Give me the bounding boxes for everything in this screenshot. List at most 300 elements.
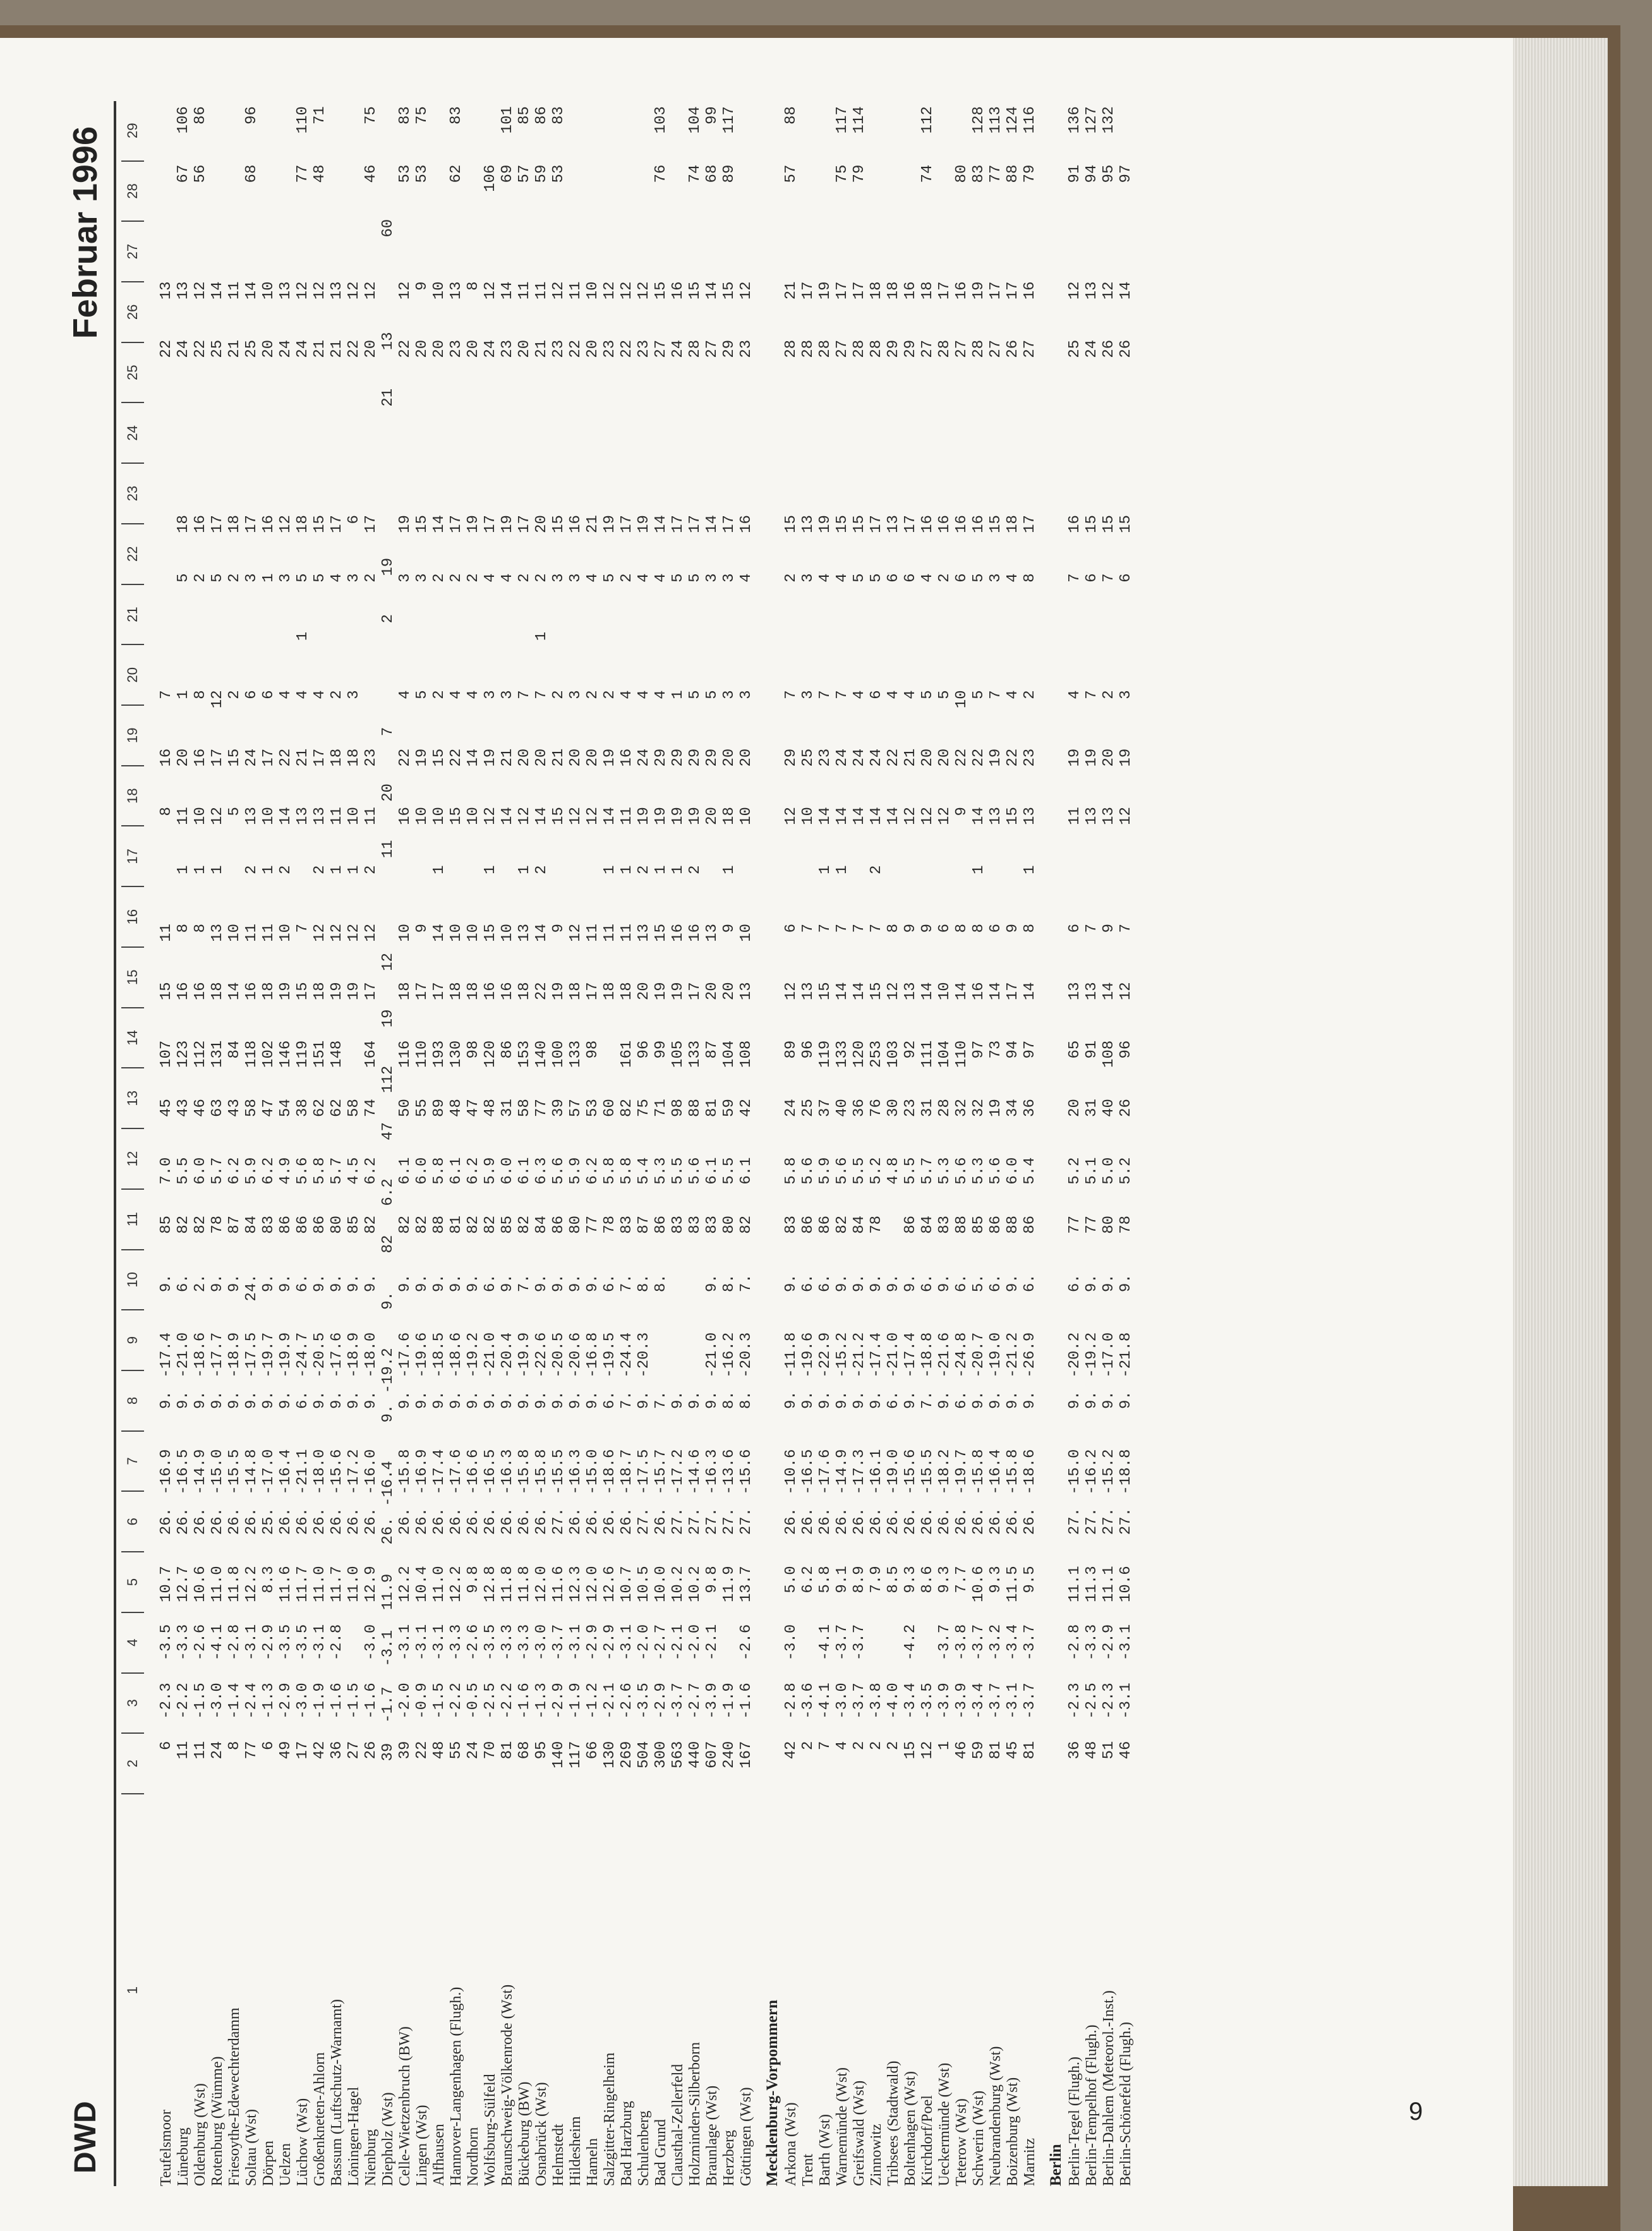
table-cell xyxy=(1100,861,1118,919)
table-cell: -19.7 xyxy=(260,1332,277,1378)
table-cell: 2 xyxy=(277,865,294,874)
table-cell: 17 xyxy=(243,515,260,533)
table-cell: 26. xyxy=(601,1507,618,1535)
table-cell: 13 xyxy=(380,332,397,351)
table-cell: 46 xyxy=(363,164,380,183)
table-cell: 3 xyxy=(346,573,363,583)
table-cell: 6.2 xyxy=(800,1566,817,1593)
table-cell: 12 xyxy=(1118,982,1135,1001)
table-cell xyxy=(636,393,653,451)
table-cell: 18 xyxy=(601,982,618,1001)
table-cell: 1 xyxy=(936,1741,953,1750)
table-cell xyxy=(380,496,397,552)
table-cell: -13.6 xyxy=(721,1449,738,1495)
table-cell: -3.5 xyxy=(636,1683,653,1719)
table-cell: 10 xyxy=(465,923,482,942)
table-cell: 8. xyxy=(636,1274,653,1293)
table-cell: -3.1 xyxy=(311,1624,329,1661)
table-cell: 17 xyxy=(721,515,738,533)
table-cell: 6. xyxy=(885,1391,902,1409)
table-cell xyxy=(1004,627,1022,685)
table-cell xyxy=(987,627,1004,685)
table-cell xyxy=(294,861,311,919)
table-cell: 12 xyxy=(601,281,618,300)
table-cell: 17 xyxy=(516,515,533,533)
table-cell: 4 xyxy=(397,690,414,699)
table-cell: 57 xyxy=(783,164,800,183)
table-cell: 58 xyxy=(516,1099,533,1117)
table-cell: 24 xyxy=(670,339,687,358)
table-cell xyxy=(721,452,738,510)
table-cell: 11.7 xyxy=(329,1566,346,1602)
table-cell: 26. xyxy=(329,1507,346,1535)
table-cell: -15.6 xyxy=(329,1449,346,1495)
table-cell: 5.6 xyxy=(953,1157,970,1185)
table-cell: 17 xyxy=(687,515,704,533)
table-cell: 9. xyxy=(1004,1391,1022,1409)
table-cell: -1.6 xyxy=(329,1683,346,1719)
table-cell: 5 xyxy=(687,690,704,699)
table-cell: 27. xyxy=(721,1507,738,1535)
table-cell: -16.2 xyxy=(721,1332,738,1378)
table-cell: 1 xyxy=(834,865,851,874)
table-cell xyxy=(953,218,970,276)
table-cell xyxy=(260,160,277,218)
table-cell: 15 xyxy=(1100,515,1118,533)
table-cell: -3.0 xyxy=(834,1683,851,1719)
table-cell: 26 xyxy=(1118,339,1135,358)
table-cell: -1.2 xyxy=(584,1683,601,1719)
table-cell: 39 xyxy=(380,1743,397,1762)
table-cell: 80 xyxy=(721,1215,738,1234)
table-cell: 15 xyxy=(783,515,800,533)
table-row xyxy=(209,101,226,2186)
table-cell xyxy=(329,393,346,451)
table-cell: 17 xyxy=(687,982,704,1001)
table-cell xyxy=(687,627,704,685)
table-cell xyxy=(1004,393,1022,451)
table-cell xyxy=(851,218,868,276)
station-name: Kirchdorf/Poel xyxy=(919,2095,936,2186)
table-cell: 18 xyxy=(294,515,311,533)
table-cell: 15 xyxy=(834,515,851,533)
table-cell: 25 xyxy=(800,1099,817,1117)
table-cell: 19 xyxy=(636,515,653,533)
table-cell: 28 xyxy=(868,339,885,358)
table-cell xyxy=(738,627,755,685)
table-cell: 3 xyxy=(414,573,431,583)
table-cell: 11 xyxy=(584,923,601,942)
table-cell: 8. xyxy=(738,1391,755,1409)
table-cell: 3 xyxy=(567,690,584,699)
table-cell: 12 xyxy=(329,923,346,942)
table-cell xyxy=(584,101,601,159)
table-cell: 10 xyxy=(465,807,482,825)
column-number: 26 xyxy=(121,281,144,342)
table-cell: 68 xyxy=(243,164,260,183)
table-cell xyxy=(834,627,851,685)
column-number: 22 xyxy=(121,523,144,584)
table-cell: 12 xyxy=(363,281,380,300)
table-cell: 77 xyxy=(533,1099,550,1117)
table-row xyxy=(431,101,448,2186)
table-cell: 26. xyxy=(970,1507,987,1535)
column-number: 25 xyxy=(121,342,144,402)
table-cell: 22 xyxy=(346,339,363,358)
table-cell: -3.0 xyxy=(363,1624,380,1661)
table-cell: 56 xyxy=(192,164,209,183)
table-cell: 75 xyxy=(363,106,380,125)
table-cell xyxy=(311,218,329,276)
table-cell: 10 xyxy=(448,923,465,942)
table-cell: 17 xyxy=(851,281,868,300)
table-row xyxy=(482,101,499,2186)
table-cell: 5.9 xyxy=(817,1157,834,1185)
column-number: 4 xyxy=(121,1612,144,1672)
table-cell: 2 xyxy=(533,865,550,874)
table-cell: 1 xyxy=(516,865,533,874)
table-cell: -19.2 xyxy=(465,1332,482,1378)
table-cell xyxy=(618,218,636,276)
table-cell: -20.3 xyxy=(636,1332,653,1378)
table-cell: 87 xyxy=(226,1215,243,1234)
table-cell: 26. xyxy=(800,1507,817,1535)
table-cell: 9. xyxy=(584,1274,601,1293)
table-cell: 5 xyxy=(970,573,987,583)
table-cell: 103 xyxy=(885,1040,902,1068)
station-name: Boltenhagen (Wst) xyxy=(902,2071,919,2186)
table-cell xyxy=(346,160,363,218)
table-cell xyxy=(431,627,448,685)
table-cell: 83 xyxy=(936,1215,953,1234)
table-cell xyxy=(533,393,550,451)
table-cell: 9. xyxy=(970,1391,987,1409)
table-cell: -15.6 xyxy=(738,1449,755,1495)
table-cell: 82 xyxy=(175,1215,192,1234)
table-cell: 83 xyxy=(550,106,567,125)
table-cell: 140 xyxy=(550,1741,567,1768)
table-cell: 9. xyxy=(277,1391,294,1409)
table-cell: 9 xyxy=(919,923,936,933)
table-cell: 9.8 xyxy=(704,1566,721,1593)
table-cell: 27. xyxy=(687,1507,704,1535)
table-cell: -17.4 xyxy=(902,1332,919,1378)
table-cell xyxy=(970,218,987,276)
table-cell: 13 xyxy=(329,281,346,300)
table-cell xyxy=(953,861,970,919)
table-cell xyxy=(800,1619,817,1678)
table-cell: 12 xyxy=(277,515,294,533)
table-cell xyxy=(380,892,397,948)
table-cell: 17 xyxy=(1004,982,1022,1001)
table-cell: 14 xyxy=(953,982,970,1001)
table-cell: 86 xyxy=(277,1215,294,1234)
table-cell: 15 xyxy=(1083,515,1100,533)
table-cell xyxy=(448,627,465,685)
table-cell: 16 xyxy=(192,515,209,533)
table-cell: 18 xyxy=(1004,515,1022,533)
table-cell: 77 xyxy=(243,1741,260,1760)
table-cell: -1.4 xyxy=(226,1683,243,1719)
table-cell: 12 xyxy=(584,807,601,825)
table-cell: 27. xyxy=(636,1507,653,1535)
table-cell: 133 xyxy=(687,1040,704,1068)
table-cell: 85 xyxy=(346,1215,363,1234)
table-cell xyxy=(636,160,653,218)
table-cell: -20.5 xyxy=(311,1332,329,1378)
table-cell: 54 xyxy=(277,1099,294,1117)
table-cell: 17 xyxy=(363,982,380,1001)
table-cell: 23 xyxy=(448,339,465,358)
table-cell: 19 xyxy=(653,982,670,1001)
table-cell: 13 xyxy=(1022,807,1039,825)
table-cell: 22 xyxy=(397,748,414,767)
table-cell: 6 xyxy=(783,923,800,933)
table-cell: -21.0 xyxy=(885,1332,902,1378)
table-cell: 18 xyxy=(721,807,738,825)
table-cell: 15 xyxy=(311,515,329,533)
table-cell xyxy=(834,452,851,510)
table-cell: 20 xyxy=(516,339,533,358)
table-cell: 16 xyxy=(953,515,970,533)
table-cell: 20 xyxy=(533,515,550,533)
table-cell xyxy=(885,218,902,276)
table-cell xyxy=(670,627,687,685)
table-cell: 11.8 xyxy=(499,1566,516,1602)
table-cell xyxy=(346,1619,363,1678)
table-cell: 124 xyxy=(1004,106,1022,134)
table-cell: -0.9 xyxy=(414,1683,431,1719)
table-cell: 6.0 xyxy=(192,1157,209,1185)
table-cell: -3.9 xyxy=(953,1683,970,1719)
table-cell xyxy=(868,452,885,510)
table-cell: 14 xyxy=(704,515,721,533)
table-cell xyxy=(209,452,226,510)
table-cell: 95 xyxy=(1100,164,1118,183)
table-cell: -3.1 xyxy=(567,1624,584,1661)
table-cell: 84 xyxy=(243,1215,260,1234)
table-cell: 53 xyxy=(550,164,567,183)
table-cell: 16 xyxy=(936,515,953,533)
table-cell: 7 xyxy=(834,690,851,699)
table-cell: -3.0 xyxy=(209,1683,226,1719)
table-cell: -17.6 xyxy=(329,1332,346,1378)
table-cell xyxy=(783,627,800,685)
table-cell: 17 xyxy=(834,281,851,300)
table-cell: 7 xyxy=(817,923,834,933)
table-cell: 9. xyxy=(431,1391,448,1409)
table-cell xyxy=(601,218,618,276)
table-cell: -18.2 xyxy=(936,1449,953,1495)
table-cell: 5.6 xyxy=(550,1157,567,1185)
table-cell: 16 xyxy=(738,515,755,533)
table-cell: 9. xyxy=(1004,1274,1022,1293)
station-name: Braunlage (Wst) xyxy=(704,2085,720,2186)
table-cell: -18.6 xyxy=(192,1332,209,1378)
table-cell: 146 xyxy=(277,1040,294,1068)
table-cell: 12.2 xyxy=(397,1566,414,1602)
table-cell xyxy=(868,218,885,276)
table-cell: -22.9 xyxy=(817,1332,834,1378)
table-cell: -15.8 xyxy=(970,1449,987,1495)
table-cell: 83 xyxy=(783,1215,800,1234)
table-cell: 25 xyxy=(243,339,260,358)
table-cell: 7 xyxy=(868,923,885,933)
table-cell: 55 xyxy=(414,1099,431,1117)
table-cell: 26. xyxy=(567,1507,584,1535)
table-cell xyxy=(919,218,936,276)
table-cell: 4 xyxy=(636,573,653,583)
table-cell: 22 xyxy=(448,748,465,767)
table-cell: 17 xyxy=(311,748,329,767)
table-cell: 14 xyxy=(885,807,902,825)
table-cell: 9. xyxy=(226,1391,243,1409)
table-cell: 29 xyxy=(670,748,687,767)
station-name: Osnabrück (Wst) xyxy=(533,2082,550,2186)
table-cell: -3.8 xyxy=(868,1683,885,1719)
table-cell: 22 xyxy=(414,1741,431,1760)
table-cell: 11.0 xyxy=(346,1566,363,1602)
table-cell: 84 xyxy=(226,1040,243,1059)
table-cell: 10.4 xyxy=(414,1566,431,1602)
table-cell: 16 xyxy=(260,515,277,533)
table-cell: 11 xyxy=(363,807,380,825)
table-cell: 17 xyxy=(670,515,687,533)
table-cell: -3.3 xyxy=(499,1624,516,1661)
table-cell: 22 xyxy=(192,339,209,358)
table-cell: 9. xyxy=(1022,1391,1039,1409)
table-cell: 81 xyxy=(448,1215,465,1234)
table-cell: 58 xyxy=(346,1099,363,1117)
table-cell: 104 xyxy=(936,1040,953,1068)
table-cell: -18.6 xyxy=(448,1332,465,1378)
table-cell: 6.2 xyxy=(260,1157,277,1185)
table-cell: 9. xyxy=(584,1391,601,1409)
table-cell: 5 xyxy=(936,690,953,699)
table-cell: 9. xyxy=(448,1274,465,1293)
table-row xyxy=(294,101,311,2186)
table-cell: 7.7 xyxy=(953,1566,970,1593)
table-cell: 11 xyxy=(158,923,175,942)
table-cell: 9. xyxy=(1100,1391,1118,1409)
table-cell: -2.8 xyxy=(783,1683,800,1719)
table-cell xyxy=(868,393,885,451)
table-cell: -1.3 xyxy=(533,1683,550,1719)
table-cell: -17.6 xyxy=(448,1449,465,1495)
table-cell: 8 xyxy=(953,923,970,933)
table-cell: -3.0 xyxy=(783,1624,800,1661)
table-cell: -2.6 xyxy=(465,1624,482,1661)
table-row xyxy=(670,101,687,2186)
table-cell: 13 xyxy=(294,807,311,825)
table-cell xyxy=(885,452,902,510)
table-cell: -17.2 xyxy=(670,1449,687,1495)
table-cell xyxy=(970,452,987,510)
table-cell: 5.5 xyxy=(851,1157,868,1185)
table-cell: 26. xyxy=(584,1507,601,1535)
table-cell: 9. xyxy=(868,1274,885,1293)
table-cell: 86 xyxy=(499,1040,516,1059)
table-cell xyxy=(158,627,175,685)
table-cell: 14 xyxy=(970,807,987,825)
table-cell xyxy=(209,393,226,451)
table-cell: 18 xyxy=(465,982,482,1001)
table-cell: 65 xyxy=(1066,1040,1083,1059)
table-cell: 5 xyxy=(868,573,885,583)
table-cell xyxy=(1022,393,1039,451)
table-cell xyxy=(670,1269,687,1327)
table-cell: -2.5 xyxy=(482,1683,499,1719)
table-cell: 21 xyxy=(550,748,567,767)
table-cell xyxy=(431,393,448,451)
table-cell: 5.5 xyxy=(902,1157,919,1185)
station-name: Bad Harzburg xyxy=(618,2101,635,2186)
table-cell xyxy=(738,101,755,159)
table-cell: 12.2 xyxy=(448,1566,465,1602)
table-cell: 36 xyxy=(1022,1099,1039,1117)
table-cell xyxy=(260,627,277,685)
table-cell xyxy=(311,452,329,510)
table-cell xyxy=(516,393,533,451)
table-cell xyxy=(209,160,226,218)
table-cell xyxy=(1100,393,1118,451)
table-cell xyxy=(550,393,567,451)
table-cell: -20.3 xyxy=(738,1332,755,1378)
table-cell xyxy=(1066,861,1083,919)
table-cell: 1 xyxy=(175,865,192,874)
table-cell: 15 xyxy=(226,748,243,767)
table-cell: -18.8 xyxy=(1118,1449,1135,1495)
table-cell: 7 xyxy=(380,727,397,737)
table-cell: 29 xyxy=(704,748,721,767)
table-cell: 6 xyxy=(1083,573,1100,583)
table-cell: 20 xyxy=(584,339,601,358)
table-cell: 59 xyxy=(721,1099,738,1117)
table-cell: 2 xyxy=(380,614,397,624)
table-cell xyxy=(902,452,919,510)
table-cell xyxy=(704,393,721,451)
table-cell xyxy=(346,452,363,510)
table-cell: 10 xyxy=(800,807,817,825)
table-cell xyxy=(704,861,721,919)
table-cell: 4 xyxy=(499,573,516,583)
table-cell xyxy=(1066,452,1083,510)
table-cell: -2.8 xyxy=(226,1624,243,1661)
table-cell xyxy=(1083,218,1100,276)
table-cell: 36 xyxy=(851,1099,868,1117)
table-cell: 26. xyxy=(346,1507,363,1535)
table-cell: 26. xyxy=(533,1507,550,1535)
table-cell: -17.5 xyxy=(636,1449,653,1495)
table-cell: -2.9 xyxy=(550,1683,567,1719)
table-cell: 81 xyxy=(704,1099,721,1117)
table-cell: 1 xyxy=(817,865,834,874)
table-cell: 9. xyxy=(226,1274,243,1293)
table-cell: 66 xyxy=(584,1741,601,1760)
table-cell xyxy=(277,218,294,276)
table-cell: 1 xyxy=(533,631,550,641)
table-cell: 104 xyxy=(687,106,704,134)
table-cell: -2.1 xyxy=(670,1624,687,1661)
table-cell: 9. xyxy=(209,1274,226,1293)
table-cell: 15 xyxy=(158,982,175,1001)
table-cell: 10 xyxy=(346,807,363,825)
table-cell: 14 xyxy=(919,982,936,1001)
table-cell: 14 xyxy=(431,515,448,533)
table-cell: -17.4 xyxy=(431,1449,448,1495)
table-cell xyxy=(1022,452,1039,510)
table-cell: -16.9 xyxy=(414,1449,431,1495)
